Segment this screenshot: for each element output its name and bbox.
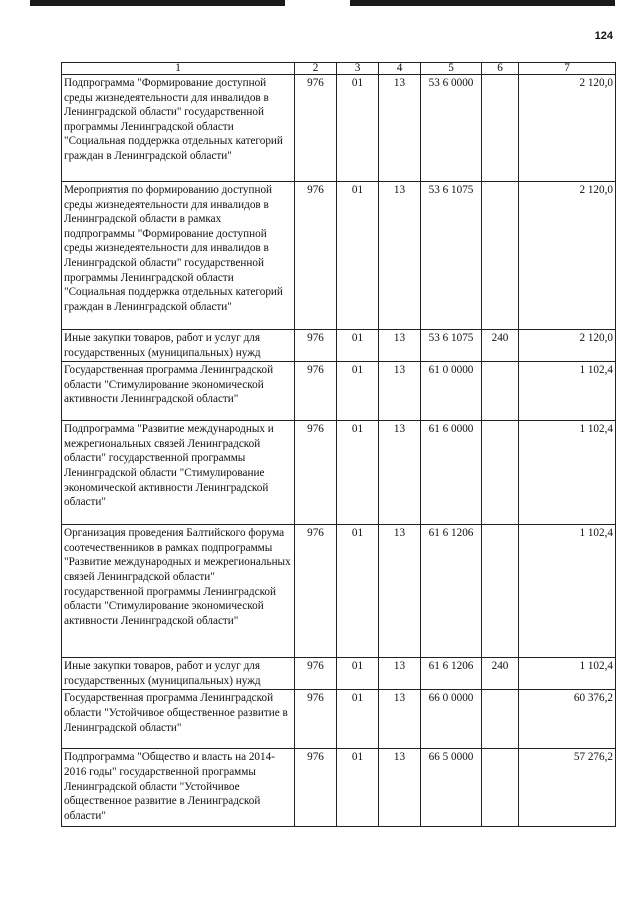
cell-admin: 976 xyxy=(295,75,337,182)
cell-subsection: 13 xyxy=(379,658,421,690)
scan-edge-mark xyxy=(30,0,285,6)
cell-subsection: 13 xyxy=(379,362,421,421)
cell-target-item: 61 6 1206 xyxy=(421,658,482,690)
cell-section: 01 xyxy=(337,658,379,690)
table-row xyxy=(62,749,616,827)
budget-table xyxy=(61,62,616,827)
cell-target-item: 66 5 0000 xyxy=(421,749,482,827)
cell-admin: 976 xyxy=(295,330,337,362)
cell-admin: 976 xyxy=(295,658,337,690)
cell-subsection: 13 xyxy=(379,690,421,749)
cell-target-item: 61 0 0000 xyxy=(421,362,482,421)
cell-target-item: 53 6 1075 xyxy=(421,330,482,362)
cell-section: 01 xyxy=(337,421,379,525)
cell-section: 01 xyxy=(337,330,379,362)
cell-expense-type xyxy=(482,362,519,421)
cell-amount: 1 102,4 xyxy=(519,362,616,421)
table-row xyxy=(62,75,616,182)
column-header: 7 xyxy=(519,63,616,75)
cell-admin: 976 xyxy=(295,525,337,658)
scan-edge-mark xyxy=(350,0,615,6)
cell-target-item: 61 6 1206 xyxy=(421,525,482,658)
cell-amount: 57 276,2 xyxy=(519,749,616,827)
row-name: Организация проведения Балтийского форума соотечественников в рамках подпрограммы "Развитие международных и межрегиональных связей Ленинградской области" государственной программы Ленинградской области "Стимулирование экономической активности Ленинградской области" xyxy=(62,525,295,658)
cell-amount: 2 120,0 xyxy=(519,330,616,362)
row-name: Подпрограмма "Развитие международных и межрегиональных связей Ленинградской области" государственной программы Ленинградской области "Стимулирование экономической активности Ленинградской области" xyxy=(62,421,295,525)
table-row xyxy=(62,330,616,362)
table-row xyxy=(62,690,616,749)
cell-target-item: 61 6 0000 xyxy=(421,421,482,525)
cell-expense-type: 240 xyxy=(482,658,519,690)
cell-admin: 976 xyxy=(295,690,337,749)
cell-target-item: 53 6 0000 xyxy=(421,75,482,182)
row-name: Мероприятия по формированию доступной среды жизнедеятельности для инвалидов в Ленинградской области в рамках подпрограммы "Формирование доступной среды жизнедеятельности для инвалидов в Ленинградской области" государственной программы Ленинградской области "Социальная поддержка отдельных категорий граждан в Ленинградской области" xyxy=(62,182,295,330)
cell-admin: 976 xyxy=(295,362,337,421)
cell-amount: 1 102,4 xyxy=(519,658,616,690)
column-header: 6 xyxy=(482,63,519,75)
cell-admin: 976 xyxy=(295,182,337,330)
column-header: 1 xyxy=(62,63,295,75)
cell-target-item: 66 0 0000 xyxy=(421,690,482,749)
cell-amount: 2 120,0 xyxy=(519,75,616,182)
table-row xyxy=(62,525,616,658)
cell-section: 01 xyxy=(337,182,379,330)
column-header: 3 xyxy=(337,63,379,75)
table-row xyxy=(62,658,616,690)
cell-section: 01 xyxy=(337,690,379,749)
table-header-row xyxy=(62,63,616,75)
table-row xyxy=(62,182,616,330)
column-header: 2 xyxy=(295,63,337,75)
table-row xyxy=(62,362,616,421)
cell-expense-type xyxy=(482,421,519,525)
row-name: Иные закупки товаров, работ и услуг для государственных (муниципальных) нужд xyxy=(62,330,295,362)
row-name: Подпрограмма "Общество и власть на 2014-2016 годы" государственной программы Ленинградской области "Устойчивое общественное развитие в Ленинградской области" xyxy=(62,749,295,827)
cell-section: 01 xyxy=(337,525,379,658)
cell-admin: 976 xyxy=(295,749,337,827)
row-name: Государственная программа Ленинградской области "Устойчивое общественное развитие в Ленинградской области" xyxy=(62,690,295,749)
row-name: Подпрограмма "Формирование доступной среды жизнедеятельности для инвалидов в Ленинградской области" государственной программы Ленинградской области "Социальная поддержка отдельных категорий граждан в Ленинградской области" xyxy=(62,75,295,182)
row-name: Иные закупки товаров, работ и услуг для государственных (муниципальных) нужд xyxy=(62,658,295,690)
cell-section: 01 xyxy=(337,75,379,182)
cell-amount: 60 376,2 xyxy=(519,690,616,749)
cell-subsection: 13 xyxy=(379,182,421,330)
cell-expense-type xyxy=(482,75,519,182)
cell-amount: 1 102,4 xyxy=(519,421,616,525)
column-header: 5 xyxy=(421,63,482,75)
cell-expense-type xyxy=(482,690,519,749)
table-row xyxy=(62,421,616,525)
page-number: 124 xyxy=(594,30,613,42)
cell-subsection: 13 xyxy=(379,330,421,362)
cell-amount: 2 120,0 xyxy=(519,182,616,330)
cell-section: 01 xyxy=(337,362,379,421)
cell-subsection: 13 xyxy=(379,525,421,658)
cell-subsection: 13 xyxy=(379,75,421,182)
cell-expense-type xyxy=(482,749,519,827)
cell-expense-type xyxy=(482,182,519,330)
row-name: Государственная программа Ленинградской области "Стимулирование экономической активности Ленинградской области" xyxy=(62,362,295,421)
cell-expense-type: 240 xyxy=(482,330,519,362)
cell-target-item: 53 6 1075 xyxy=(421,182,482,330)
cell-subsection: 13 xyxy=(379,421,421,525)
cell-section: 01 xyxy=(337,749,379,827)
cell-subsection: 13 xyxy=(379,749,421,827)
cell-admin: 976 xyxy=(295,421,337,525)
cell-expense-type xyxy=(482,525,519,658)
column-header: 4 xyxy=(379,63,421,75)
cell-amount: 1 102,4 xyxy=(519,525,616,658)
